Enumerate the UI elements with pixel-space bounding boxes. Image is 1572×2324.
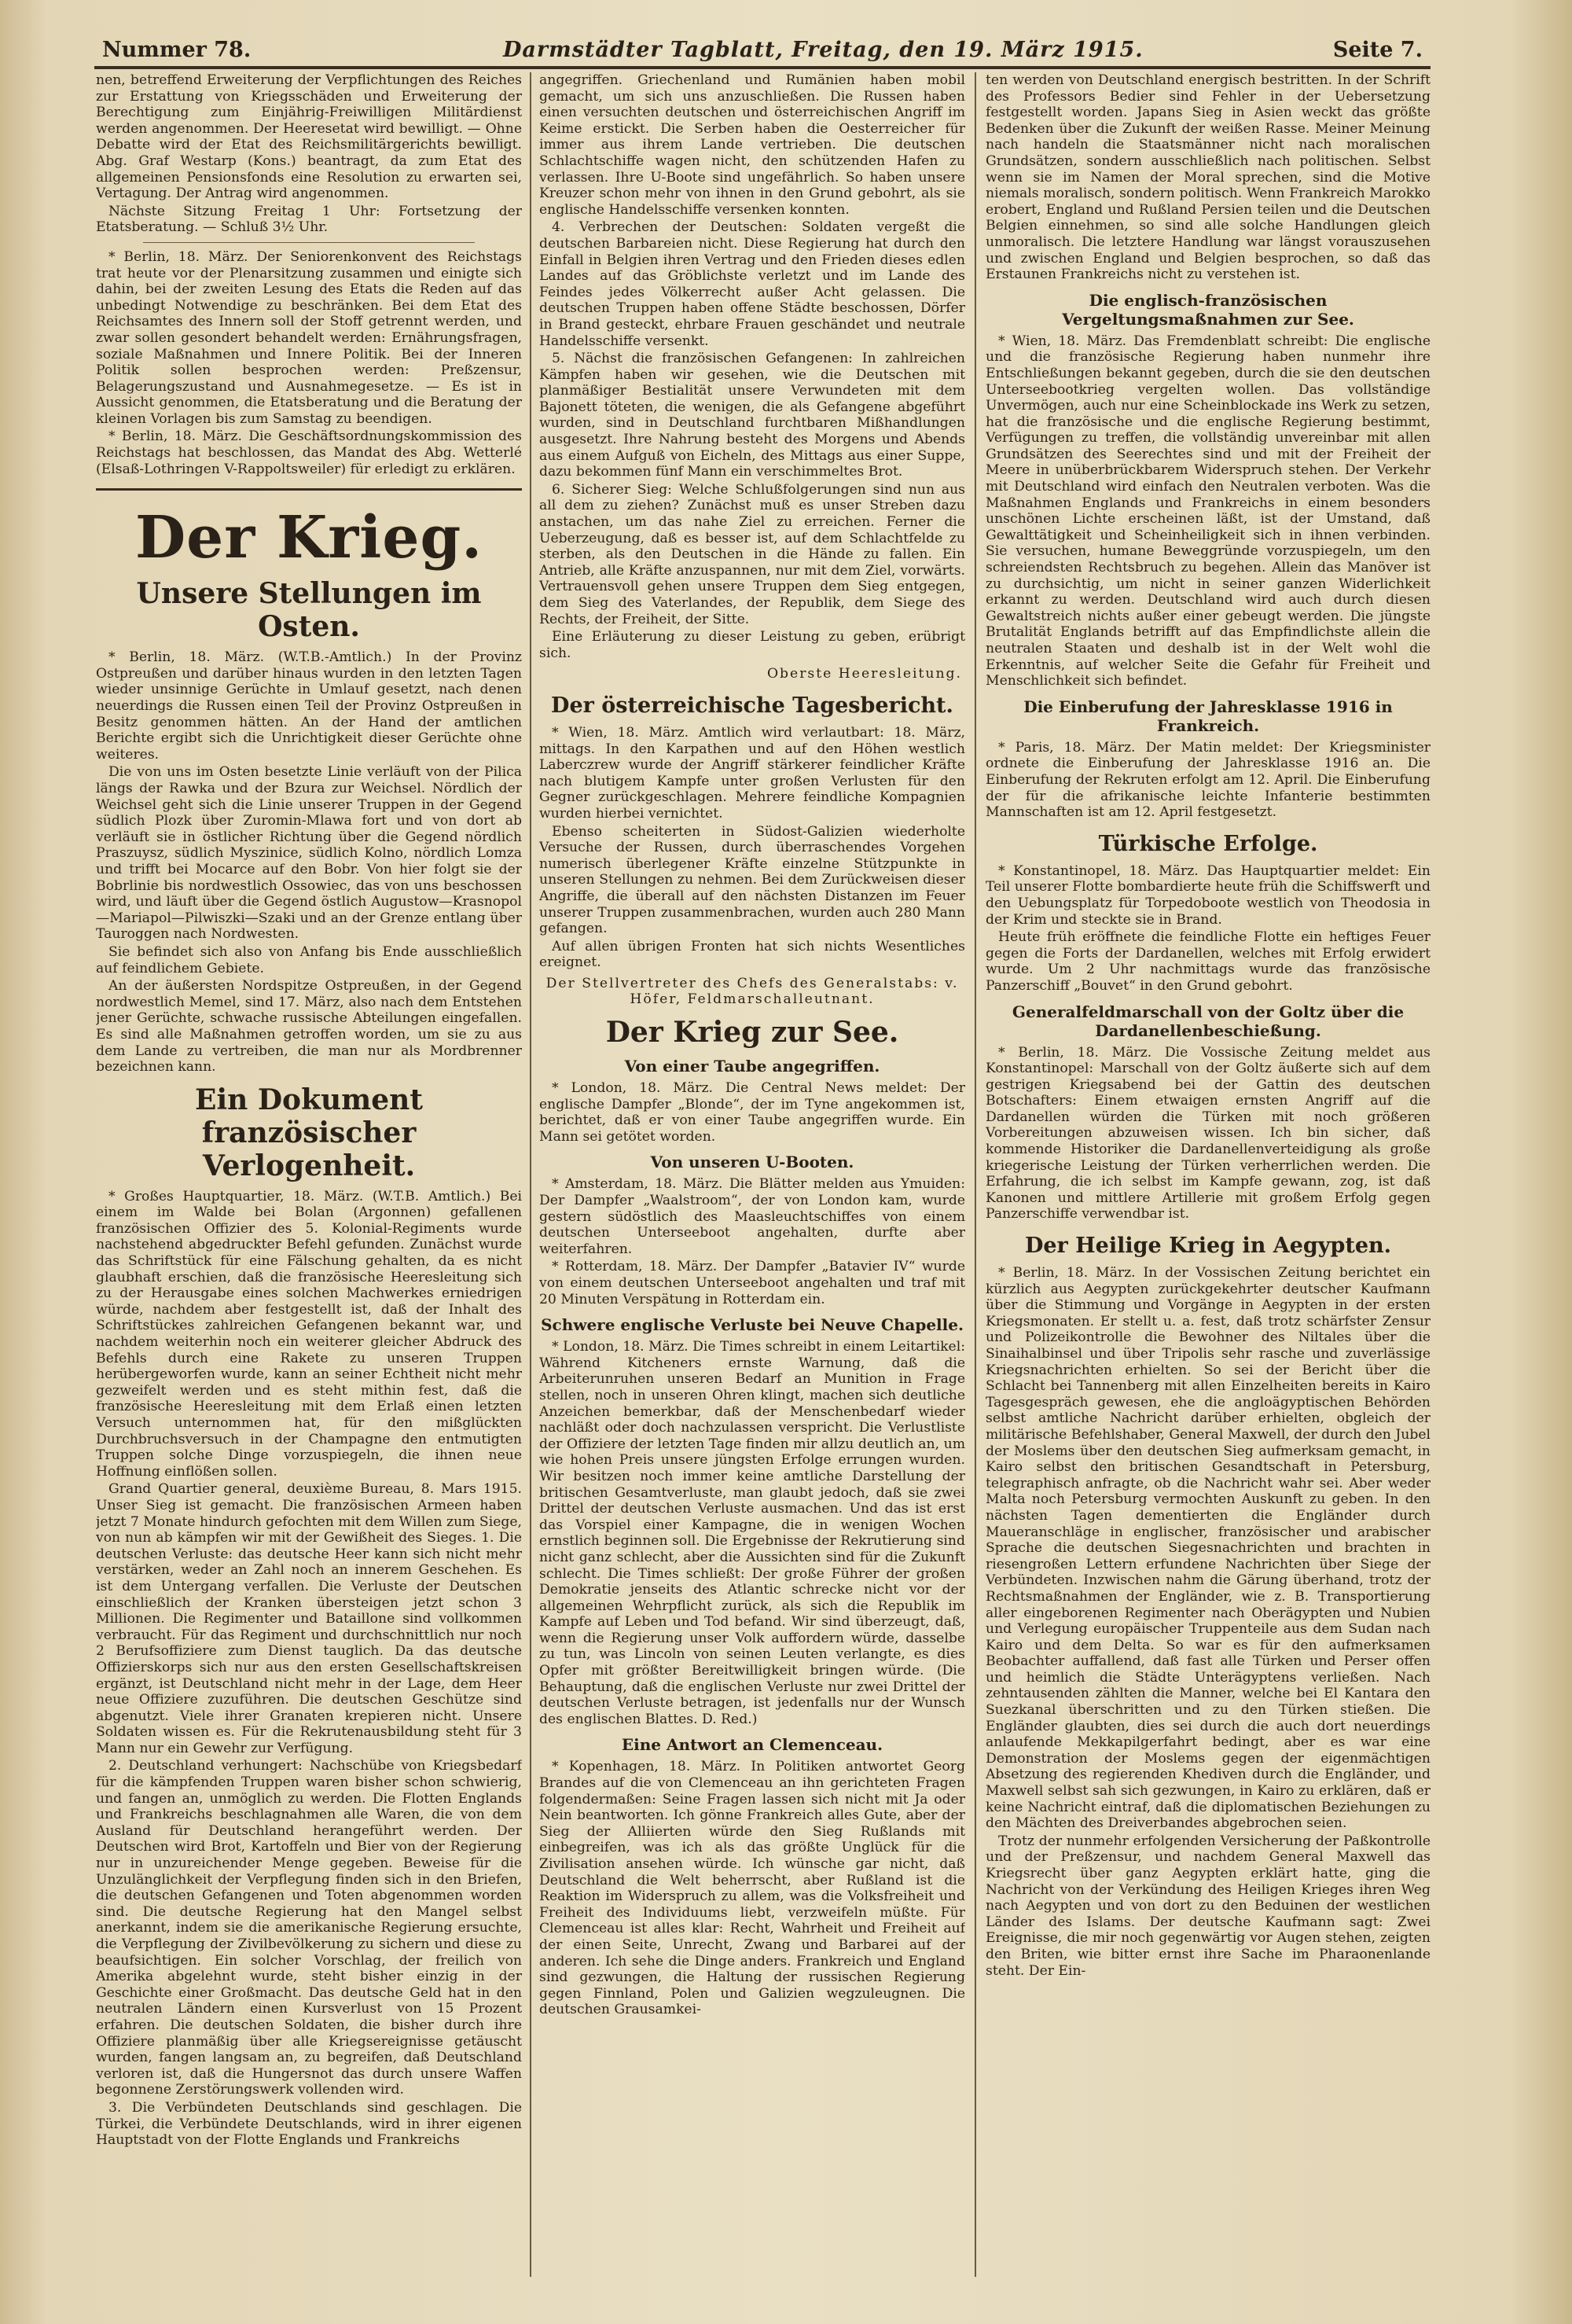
paragraph: Auf allen übrigen Fronten hat sich nichts Wesentliches ereignet. <box>539 938 965 971</box>
paragraph: Sie befindet sich also von Anfang bis Ende ausschließlich auf feindlichem Gebiete. <box>96 943 522 976</box>
issue-number: Nummer 78. <box>102 38 252 62</box>
paragraph: Heute früh eröffnete die feindliche Flotte ein heftiges Feuer gegen die Forts der Dardanellen, welches mit Erfolg erwidert wurde. Um 2 Uhr nachmittags wurde das französische Panzerschiff „Bouvet“ in den Grund gebohrt. <box>986 929 1431 994</box>
subheadline: Von einer Taube angegriffen. <box>624 1057 880 1076</box>
paragraph: * Konstantinopel, 18. März. Das Hauptquartier meldet: Ein Teil unserer Flotte bombardierte heute früh die Schiffswerft und den Uebungsplatz für Torpedoboote westlich von Theodosia in der Krim und steckte sie in Brand. <box>986 862 1431 928</box>
paragraph: ten werden von Deutschland energisch bestritten. In der Schrift des Professors Bedier sind Fehler in der Uebersetzung festgestellt worden. Japans Sieg in Asien weckt das größte Bedenken über die Zukunft der weißen Rasse. Meiner Meinung nach handeln die Staatsmänner nicht nach moralischen Grundsätzen, sondern ausschließlich nach politischen. Selbst wenn sie im Namen der Moral sprechen, sind die Motive niemals moralisch, sondern politisch. Wenn Frankreich Marokko erobert, England und Rußland Persien teilen und die Deutschen Belgien einnehmen, so sind alle solche Handlungen gleich unmoralisch. Die letztere Handlung war längst vorauszusehen und zwischen England und Belgien besprochen, so daß das Erstaunen Frankreichs nicht zu verstehen ist. <box>986 72 1431 283</box>
signature: Oberste Heeresleitung. <box>766 666 962 682</box>
paragraph: * Wien, 18. März. Amtlich wird verlautbart: 18. März, mittags. In den Karpathen und auf den Höhen westlich Laberczrew wurde der Angriff stärkerer feindlicher Kräfte nach blutigem Kampfe unter großen Verlusten für den Gegner zurückgeschlagen. Mehrere feindliche Kompagnien wurden hierbei vernichtet. <box>539 724 965 822</box>
paragraph: angegriffen. Griechenland und Rumänien haben mobil gemacht, um sich uns anzuschließen. Die Russen haben einen versuchten deutschen und österreichischen Angriff im Keime erstickt. Die Serben haben die Oesterreicher für immer aus ihrem Lande vertrieben. Die deutschen Schlachtschiffe wagen nicht, den schützenden Hafen zu verlassen. Ihre U-Boote sind ungefährlich. So haben unsere Kreuzer schon mehr von ihnen in den Grund gebohrt, als sie englische Handelsschiffe versenken konnten. <box>539 72 965 218</box>
column-divider <box>530 72 531 2277</box>
page-number: Seite 7. <box>1332 38 1423 62</box>
paragraph: * Berlin, 18. März. Der Seniorenkonvent des Reichstags trat heute vor der Plenarsitzung zusammen und einigte sich dahin, bei der zweiten Lesung des Etats die Reden auf das unbedingt Notwendige zu beschränken. Bei dem Etat des Reichsamtes des Innern soll der Stoff getrennt werden, und zwar sollen gesondert behandelt werden: Ernährungsfragen, soziale Maßnahmen und Innere Politik. Bei der Inneren Politik sollen besprochen werden: Preßzensur, Belagerungszustand und Ausnahmegesetze. — Es ist in Aussicht genommen, die Etatsberatung und die Beratung der kleinen Vorlagen bis zum Samstag zu beendigen. <box>96 248 522 427</box>
headline-austrian-report: Der österreichische Tagesbericht. <box>551 693 953 718</box>
header-rule <box>94 66 1431 69</box>
paragraph: Eine Erläuterung zu dieser Leistung zu geben, erübrigt sich. <box>539 629 965 661</box>
paragraph: 4. Verbrechen der Deutschen: Soldaten vergeßt die deutschen Barbareien nicht. Diese Regierung hat durch den Einfall in Belgien ihren Vertrag und den Frieden dieses edlen Landes auf das Gröblichste verletzt und im Lande des Feindes jedes Völkerrecht außer Acht gelassen. Die deutschen Truppen haben offene Städte beschossen, Dörfer in Brand gesteckt, ehrbare Frauen geschändet und neutrale Handelsschiffe versenkt. <box>539 219 965 349</box>
paragraph: Ebenso scheiterten in Südost-Galizien wiederholte Versuche der Russen, durch überraschendes Vorgehen numerisch überlegener Kräfte einzelne Stützpunkte in unseren Stellungen zu nehmen. Bei dem Zurückweisen dieser Angriffe, die überall auf den nächsten Distanzen im Feuer unserer Truppen zusammenbrachen, wurden auch 280 Mann gefangen. <box>539 823 965 937</box>
divider <box>143 242 475 243</box>
paragraph: * Berlin, 18. März. Die Geschäftsordnungskommission des Reichstags hat beschlossen, das Mandat des Abg. Wetterlé (Elsaß-Lothringen V-Rappoltsweiler) für erledigt zu erklären. <box>96 428 522 477</box>
subheadline: Die englisch-französischen Vergeltungsmaßnahmen zur See. <box>1062 290 1354 329</box>
paragraph: * London, 18. März. Die Times schreibt in einem Leitartikel: Während Kitcheners ernste Warnung, daß die Arbeiterunruhen unseren Bedarf an Munition in Frage stellen, noch in unseren Ohren klingt, machen sich deutliche Anzeichen bemerkbar, daß der Menschenbedarf wieder nachläßt oder doch nachzulassen verspricht. Die Verlustliste der Offiziere der letzten Tage finden mir allzu deutlich an, um wie hohen Preis unsere jüngsten Erfolge errungen wurden. Wir besitzen noch immer keine amtliche Darstellung der britischen Gesamtverluste, man glaubt jedoch, daß sie zwei Drittel der deutschen Verluste ausmachen. Und das ist erst das Vorspiel einer Kampagne, die in wenigen Wochen ernstlich beginnen soll. Die Ergebnisse der Rekrutierung sind nicht ganz schlecht, aber die Aussichten sind für die Zukunft schlecht. Die Times schließt: Der große Führer der großen Demokratie jenseits des Atlantic schrecke nicht vor der allgemeinen Wehrpflicht zurück, als sich die Republik im Kampfe auf Leben und Tod befand. Wir sind überzeugt, daß, wenn die Regierung unser Volk auffordern würde, dasselbe zu tun, was Lincoln von seinen Leuten verlangte, es dies Opfer mit größter Bereitwilligkeit bringen würde. (Die Behauptung, daß die englischen Verluste nur zwei Drittel der deutschen Verluste betragen, ist jedenfalls nur der Wunsch des englischen Blattes. D. Red.) <box>539 1339 965 1727</box>
headline-holy-war-egypt: Der Heilige Krieg in Aegypten. <box>1024 1234 1392 1259</box>
paragraph: * Berlin, 18. März. (W.T.B.-Amtlich.) In der Provinz Ostpreußen und darüber hinaus wurden in den letzten Tagen wieder unsinnige Gerüchte in Umlauf gesetzt, nach denen neuerdings die Russen einen Teil der Provinz Ostpreußen in Besitz genommen hätten. An der Hand der amtlichen Berichte ergibt sich die Unrichtigkeit dieser Gerüchte ohne weiteres. <box>96 649 522 763</box>
column-3 <box>986 72 1431 2277</box>
paragraph: Grand Quartier general, deuxième Bureau, 8. Mars 1915. Unser Sieg ist gemacht. Die französischen Armeen haben jetzt 7 Monate hindurch gefochten mit dem Willen zum Siege, von nun ab kämpfen wir mit der Gewißheit des Sieges. 1. Die deutschen Verluste: das deutsche Heer kann sich nicht mehr verstärken, weder an Zahl noch an innerem Geschehen. Es ist dem Untergang verfallen. Die Verluste der Deutschen einschließlich der Kranken übersteigen jetzt schon 3 Millionen. Die Regimenter und Bataillone sind vollkommen verbraucht. Für das Regiment und durchschnittlich nur noch 2 Berufsoffiziere zum Dienst tauglich. Da das deutsche Offizierskorps sich nur aus den ersten Gesellschaftskreisen ergänzt, ist Deutschland nicht mehr in der Lage, dem Heer neue Offiziere zuzuführen. Die deutschen Geschütze sind abgenutzt. Viele ihrer Granaten krepieren nicht. Unsere Soldaten wissen es. Für die Rekrutenausbildung steht für 3 Mann nur ein Gewehr zur Verfügung. <box>96 1481 522 1756</box>
paragraph: * Kopenhagen, 18. März. In Politiken antwortet Georg Brandes auf die von Clemenceau an ihn gerichteten Fragen folgendermaßen: Seine Fragen lassen sich nicht mit Ja oder Nein beantworten. Ich gönne Frankreich alles Gute, aber der Sieg der Alliierten würde den Sieg Rußlands mit einbegreifen, was ich als das größte Unglück für die Zivilisation ansehen würde. Ich wünsche gar nicht, daß Deutschland die Welt beherrscht, aber Rußland ist die Reaktion im Widerspruch zu allem, was die Volksfreiheit und Freiheit des Individuums liebt, verzweifeln müßte. Für Clemenceau ist alles klar: Recht, Wahrheit und Freiheit auf der einen Seite, Unrecht, Zwang und Barbarei auf der anderen. Ich sehe die Dinge anders. Frankreich und England sind gezwungen, die Haltung der russischen Regierung gegen Finnland, Polen und Galizien wegzuleugnen. Die deutschen Grausamkei- <box>539 1759 965 2018</box>
paragraph: 5. Nächst die französischen Gefangenen: In zahlreichen Kämpfen haben wir gesehen, wie die Deutschen mit planmäßiger Bestialität unsere Verwundeten mit dem Bajonett töteten, die wenigen, die als Gefangene abgeführt wurden, sind in Deutschland furchtbaren Mißhandlungen ausgesetzt. Ihre Nahrung besteht des Morgens und Abends aus einem Aufguß von Eicheln, des Mittags aus einer Suppe, dazu bekommen fünf Mann ein verschimmeltes Brot. <box>539 351 965 480</box>
paragraph: Trotz der nunmehr erfolgenden Versicherung der Paßkontrolle und der Preßzensur, und nachdem General Maxwell das Kriegsrecht über ganz Aegypten erklärt hatte, ging die Nachricht von der Verkündung des Heiligen Krieges ihren Weg nach Aegypten und von dort zu den Beduinen der westlichen Länder des Islams. Der deutsche Kaufmann sagt: Zwei Ereignisse, die mir noch gegenwärtig vor Augen stehen, zeigten den Briten, wie bitter ernst ihre Sache im Pharaonenlande steht. Der Ein- <box>986 1833 1431 1979</box>
paragraph: * Rotterdam, 18. März. Der Dampfer „Batavier IV“ wurde von einem deutschen Unterseeboot angehalten und traf mit 20 Minuten Verspätung in Rotterdam ein. <box>539 1259 965 1307</box>
section-rule <box>96 488 522 491</box>
subheadline: Die Einberufung der Jahresklasse 1916 in Frankreich. <box>1023 697 1393 735</box>
paragraph: * Berlin, 18. März. Die Vossische Zeitung meldet aus Konstantinopel: Marschall von der Goltz äußerte sich auf dem gestrigen Kriegsabend bei der Gattin des deutschen Botschafters: Einem etwaigen ernsten Angriff auf die Dardanellen würden die Türken mit noch größeren Vorbereitungen abzuweisen wissen. Ich bin sicher, daß kommende Historiker die Dardanellenverteidigung als große kriegerische Leistung der Türken verherrlichen werden. Die Erfahrung, die ich selbst im Kampfe gewann, zog, ist daß Kanonen und mittlere Artillerie mit großem Erfolg gegen Panzerschiffe verwendbar ist. <box>986 1044 1431 1223</box>
paragraph: * Amsterdam, 18. März. Die Blätter melden aus Ymuiden: Der Dampfer „Waalstroom“, der von London kam, wurde gestern südöstlich des Maasleuchtschiffes von einem deutschen Unterseeboot angehalten, durfte aber weiterfahren. <box>539 1176 965 1257</box>
page-header <box>94 33 1423 71</box>
paragraph: An der äußersten Nordspitze Ostpreußen, in der Gegend nordwestlich Memel, sind 17. März, also nach dem Entstehen jener Gerüchte, schwache russische Abteilungen eingefallen. Es sind alle Maßnahmen getroffen worden, um sie zu aus dem Lande zu vertreiben, die man nur als Mordbrenner bezeichnen kann. <box>96 978 522 1076</box>
paragraph: 2. Deutschland verhungert: Nachschübe von Kriegsbedarf für die kämpfenden Truppen waren bisher schon schwierig, und fangen an, unmöglich zu werden. Die Flotten Englands und Frankreichs beschlagnahmen alle Waren, die von dem Ausland für Deutschland herangeführt werden. Der Deutschen wird Brot, Kartoffeln und Bier von der Regierung nur in unzureichender Menge gegeben. Beweise für die Unzulänglichkeit der Verpflegung finden sich in den Briefen, die deutschen Gefangenen und Toten abgenommen worden sind. Die deutsche Regierung hat den Mangel selbst anerkannt, indem sie die amerikanische Regierung ersuchte, die Verpflegung der Zivilbevölkerung zu sichern und diese zu beaufsichtigen. Ein solcher Vorschlag, der freilich von Amerika abgelehnt wurde, steht bisher einzig in der Geschichte einer Großmacht. Das deutsche Geld hat in den neutralen Ländern einen Kursverlust von 15 Prozent erfahren. Die deutschen Soldaten, die bisher durch ihre Offiziere planmäßig über alle Kriegsereignisse getäuscht wurden, fangen langsam an, zu begreifen, daß Deutschland verloren ist, daß die Hungersnot das durch unsere Waffen begonnene Zerstörungswerk vollenden wird. <box>96 1758 522 2098</box>
column-1 <box>96 72 522 2277</box>
headline-document: Ein Dokument französischer Verlogenheit. <box>195 1083 423 1182</box>
subheadline: Generalfeldmarschall von der Goltz über die Dardanellenbeschießung. <box>1012 1002 1405 1040</box>
headline-east: Unsere Stellungen im Osten. <box>136 577 482 644</box>
headline-turkish-success: Türkische Erfolge. <box>1098 831 1318 856</box>
headline-sea-war: Der Krieg zur See. <box>605 1016 899 1050</box>
signature: Der Stellvertreter des Chefs des Generalstabs: v. Höfer, Feldmarschalleutnant. <box>545 975 959 1008</box>
paragraph: * Großes Hauptquartier, 18. März. (W.T.B. Amtlich.) Bei einem im Walde bei Bolan (Argonnen) gefallenen französischen Offizier des 5. Kolonial-Regiments wurde nachstehend abgedruckter Befehl gefunden. Zunächst wurde das Schriftstück für eine Fälschung gehalten, da es nicht glaubhaft erschien, daß die französische Heeresleitung sich zu der Herausgabe eines solchen Machwerkes erniedrigen würde, nachdem aber festgestellt ist, daß der Inhalt des Schriftstückes zahlreichen Gefangenen bekannt war, und nachdem weiterhin noch ein weiterer gleicher Abdruck des Befehls durch eine Rakete zu unseren Truppen herübergeworfen wurde, kann an seiner Echtheit nicht mehr gezweifelt werden und es steht mithin fest, daß die französische Heeresleitung mit dem Erlaß einen letzten Versuch unternommen hat, für den mißglückten Durchbruchsversuch in der Champagne den entmutigten Truppen solche Dinge vorzuspiegeln, die ihnen neue Hoffnung einflößen sollen. <box>96 1188 522 1480</box>
paragraph: nen, betreffend Erweiterung der Verpflichtungen des Reiches zur Erstattung von Kriegsschäden und Erweiterung der Berechtigung zum Einjährig-Freiwilligen Militärdienst werden angenommen. Der Heeresetat wird bewilligt. — Ohne Debatte wird der Etat des Reichsmilitärgerichts bewilligt. Abg. Graf Westarp (Kons.) beantragt, da zum Etat des allgemeinen Pensionsfonds eine Resolution zu erwarten sei, Vertagung. Der Antrag wird angenommen. <box>96 72 522 202</box>
paragraph: Nächste Sitzung Freitag 1 Uhr: Fortsetzung der Etatsberatung. — Schluß 3½ Uhr. <box>96 203 522 236</box>
paragraph: * London, 18. März. Die Central News meldet: Der englische Dampfer „Blonde“, der im Tyne angekommen ist, berichtet, daß er von einer Taube angegriffen wurde. Ein Mann sei getötet worden. <box>539 1080 965 1145</box>
masthead: Darmstädter Tagblatt, Freitag, den 19. März 1915. <box>503 38 1144 62</box>
subheadline: Von unseren U-Booten. <box>650 1153 854 1172</box>
column-divider <box>975 72 976 2277</box>
paragraph: * Wien, 18. März. Das Fremdenblatt schreibt: Die englische und die französische Regierung haben nunmehr ihre Entschließungen bekannt gegeben, durch die sie den deutschen Unterseebootkrieg vergelten wollen. Das vollständige Unvermögen, auch nur eine Scheinblockade ins Werk zu setzen, hat die französische und die englische Regierung bestimmt, Verfügungen zu treffen, die vollständig unvereinbar mit allen Grundsätzen des Seerechtes sind und mit der Freiheit der Meere in unüberbrückbarem Widerspruch stehen. Der Verkehr mit Deutschland wird einfach den Neutralen verboten. Was die Maßnahmen Englands und Frankreichs in einem besonders unschönen Lichte erscheinen läßt, ist der Umstand, daß Gewalttätigkeit und Scheinheiligkeit sich in ihnen verbinden. Sie versuchen, humane Beweggründe vorzuspiegeln, um den schreiendsten Rechtsbruch zu begehen. Allein das Manöver ist zu durchsichtig, um nicht in seiner ganzen Widerlichkeit erkannt zu werden. Deutschland wird auch durch diesen Gewaltstreich nichts außer einer gebeugt werden. Die jüngste Brutalität Englands betrifft auf das Empfindlichste allein die neutralen Staaten und deshalb ist in der Welt wohl die Erkenntnis, auf welcher Seite die Gefahr für Freiheit und Menschlichkeit sich befindet. <box>986 333 1431 689</box>
column-2 <box>539 72 965 2277</box>
subheadline: Eine Antwort an Clemenceau. <box>621 1735 883 1755</box>
paragraph: 3. Die Verbündeten Deutschlands sind geschlagen. Die Türkei, die Verbündete Deutschlands, wird in ihrer eigenen Hauptstadt von der Flotte Englands und Frankreichs <box>96 2099 522 2149</box>
subheadline: Schwere englische Verluste bei Neuve Chapelle. <box>541 1315 964 1335</box>
paragraph: * Berlin, 18. März. In der Vossischen Zeitung berichtet ein kürzlich aus Aegypten zurückgekehrter deutscher Kaufmann über die Stimmung und Vorgänge in Aegypten in der ersten Kriegsmonaten. Er stellt u. a. fest, daß trotz schärfster Zensur und Polizeikontrolle die Bewohner des Niltales über die Sinaihalbinsel und über Tripolis sehr rasche und zuverlässige Kriegsnachrichten erhielten. So sei der Bericht über die Schlacht bei Tannenberg mit allen Einzelheiten bereits in Kairo Tagesgespräch gewesen, ehe die angloägyptischen Behörden selbst amtliche Nachricht darüber erhielten, obgleich der militärische Befehlshaber, General Maxwell, der durch den Jubel der Moslems über den deutschen Sieg aufmerksam gemacht, in Kairo selbst den britischen Gesandtschaft in Petersburg, telegraphisch anfragte, ob die Nachricht wahr sei. Aber weder Malta noch Petersburg vermochten Auskunft zu geben. In den nächsten Tagen dementierten die Engländer durch Maueranschläge in englischer, französischer und arabischer Sprache die deutschen Siegesnachrichten und brachten in riesengroßen Lettern erfundene Nachrichten über Siege der Verbündeten. Inzwischen nahm die Gärung überhand, trotz der Rechtsmaßnahmen der Engländer, wie z. B. Transportierung aller eingeborenen Regimenter nach Oberägypten und Nubien und Verlegung europäischer Truppenteile aus dem Sudan nach Kairo und dem Delta. So war es für den aufmerksamen Beobachter auffallend, daß fast alle Türken und Perser offen und heimlich die Städte Unterägyptens verließen. Nach zehntausenden zählten die Manner, welche bei El Kantara den Suezkanal überschritten und zu den Türken stießen. Die Engländer glaubten, dies sei durch die auch dort neuerdings anlaufende Mekkapilgerfahrt bedingt, aber es war eine Demonstration der Moslems gegen der eigenmächtigen Absetzung des regierenden Khediven durch die Engländer, und Maxwell selbst sah sich gezwungen, in Kairo zu erklären, daß er keine Nachricht eintraf, daß die diplomatischen Beziehungen zu den Mächten des Dreiverbandes abgebrochen seien. <box>986 1265 1431 1832</box>
paragraph: 6. Sicherer Sieg: Welche Schlußfolgerungen sind nun aus all dem zu ziehen? Zunächst muß es unser Streben dazu anstachen, um das nahe Ziel zu erreichen. Ferner die Ueberzeugung, daß es besser ist, auf dem Schlachtfelde zu sterben, als den Deutschen in die Hände zu fallen. Ein Antrieb, alle Kräfte anzuspannen, nur mit dem Ziel, vorwärts. Vertrauensvoll gehen unsere Truppen dem Sieg entgegen, dem Sieg des Vaterlandes, der Republik, dem Siege des Rechts, der Freiheit, der Sitte. <box>539 481 965 627</box>
paragraph: Die von uns im Osten besetzte Linie verläuft von der Pilica längs der Rawka und der Bzura zur Weichsel. Nördlich der Weichsel geht sich die Linie unserer Truppen in der Gegend südlich Plozk über Zuromin-Mlawa fort und von dort ab verläuft sie in östlicher Richtung über die Gegend nördlich Praszuysz, südlich Myszinice, südlich Kolno, nördlich Lomza und trifft bei Mocarce auf den Bobr. Von hier folgt sie der Bobrlinie bis nordwestlich Ossowiec, das von uns beschossen wird, und läuft über die Gegend östlich Augustow—Krasnopol—Mariapol—Pilwiszki—Szaki und an der Grenze entlang über Tauroggen nach Nordwesten. <box>96 764 522 943</box>
section-title-war: Der Krieg. <box>134 504 483 572</box>
paragraph: * Paris, 18. März. Der Matin meldet: Der Kriegsminister ordnete die Einberufung der Jahresklasse 1916 an. Die Einberufung der Rekruten erfolgt am 12. April. Die Einberufung der für die afrikanische leichte Infanterie bestimmten Mannschaften ist am 12. April festgesetzt. <box>986 739 1431 821</box>
